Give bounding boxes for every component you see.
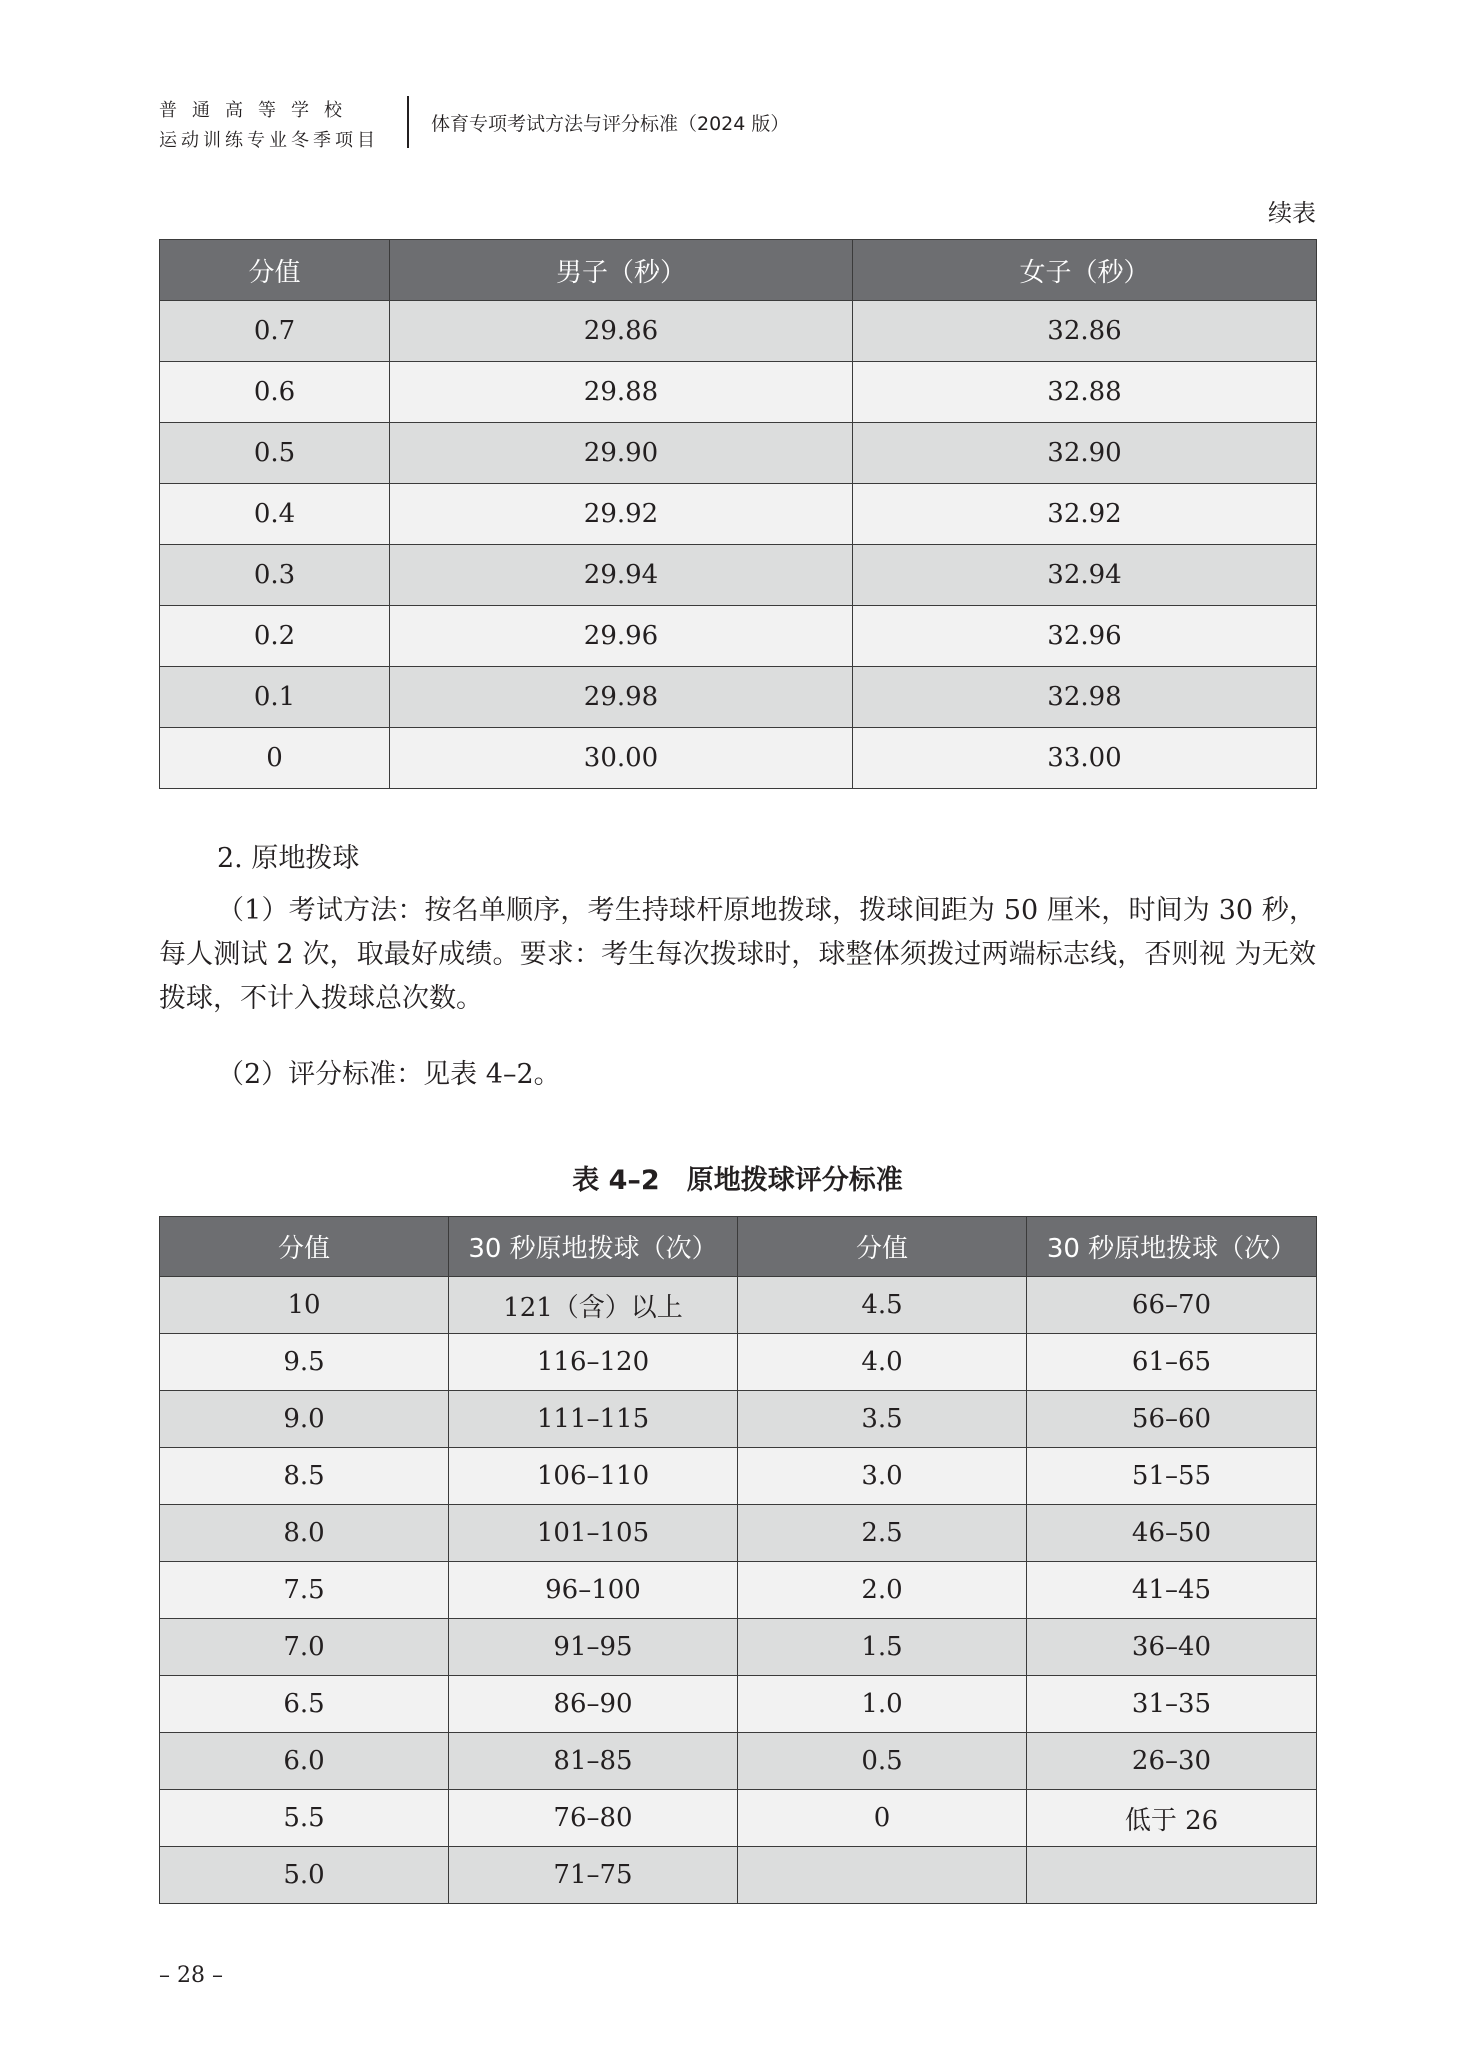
- table-cell: 41–45: [1027, 1562, 1317, 1619]
- table-row: [160, 1277, 1317, 1334]
- table-cell: 4.5: [738, 1277, 1027, 1334]
- column-header: 分值: [160, 1217, 449, 1277]
- table-row: [160, 1448, 1317, 1505]
- table-cell: 0.4: [160, 484, 390, 545]
- table-cell: 31–35: [1027, 1676, 1317, 1733]
- table-cell: 86–90: [449, 1676, 738, 1733]
- table-header-row: [160, 1217, 1317, 1277]
- table-row: [160, 1505, 1317, 1562]
- table-cell: 91–95: [449, 1619, 738, 1676]
- table-cell: 29.90: [390, 423, 853, 484]
- table-caption: 表 4–2 原地拨球评分标准: [572, 1165, 903, 1196]
- dribble-score-table: [159, 1216, 1317, 1904]
- table-row: [160, 1619, 1317, 1676]
- table-cell: 2.0: [738, 1562, 1027, 1619]
- table-cell: 8.0: [160, 1505, 449, 1562]
- table-cell: 0.7: [160, 301, 390, 362]
- table-cell: 0.5: [738, 1733, 1027, 1790]
- table-cell: 4.0: [738, 1334, 1027, 1391]
- table-row: [160, 484, 1317, 545]
- table-cell: 9.0: [160, 1391, 449, 1448]
- header-school-line: 普通高等学校: [159, 100, 357, 121]
- table-cell: 32.94: [853, 545, 1317, 606]
- column-header: 30 秒原地拨球（次）: [449, 1217, 738, 1277]
- column-header: 分值: [160, 240, 390, 301]
- table-cell: 51–55: [1027, 1448, 1317, 1505]
- table-cell: 0: [160, 728, 390, 789]
- exam-method-paragraph: （1）考试方法：按名单顺序，考生持球杆原地拨球，拨球间距为 50 厘米，时间为 30 秒，每人测试 2 次，取最好成绩。要求：考生每次拨球时，球整体须拨过两端标志线，否则视 为无效拨球，不计入拨球总次数。: [159, 895, 1316, 1014]
- table-cell: 61–65: [1027, 1334, 1317, 1391]
- scoring-standard-paragraph: （2）评分标准：见表 4–2。: [217, 1059, 561, 1090]
- table-cell: 1.0: [738, 1676, 1027, 1733]
- table-row: [160, 1562, 1317, 1619]
- table-cell: [1027, 1847, 1317, 1904]
- table-row: [160, 1733, 1317, 1790]
- table-cell: 5.5: [160, 1790, 449, 1847]
- table-cell: 0.2: [160, 606, 390, 667]
- table-cell: 46–50: [1027, 1505, 1317, 1562]
- page-number: – 28 –: [159, 1963, 223, 1988]
- table-cell: 29.86: [390, 301, 853, 362]
- table-row: [160, 606, 1317, 667]
- table-cell: 106–110: [449, 1448, 738, 1505]
- table-row: [160, 301, 1317, 362]
- table-cell: 26–30: [1027, 1733, 1317, 1790]
- table-row: [160, 1334, 1317, 1391]
- table-cell: 6.5: [160, 1676, 449, 1733]
- header-divider: [407, 96, 409, 148]
- table-cell: 0.5: [160, 423, 390, 484]
- table-cell: 32.96: [853, 606, 1317, 667]
- table-cell: 29.94: [390, 545, 853, 606]
- table-cell: 32.88: [853, 362, 1317, 423]
- table-cell: 66–70: [1027, 1277, 1317, 1334]
- table-cell: 0: [738, 1790, 1027, 1847]
- table-row: [160, 667, 1317, 728]
- table-header-row: [160, 240, 1317, 301]
- table-cell: 29.96: [390, 606, 853, 667]
- table-cell: 10: [160, 1277, 449, 1334]
- table-cell: 116–120: [449, 1334, 738, 1391]
- table-cell: 7.5: [160, 1562, 449, 1619]
- table-cell: 121（含）以上: [449, 1277, 738, 1334]
- section-title: 2. 原地拨球: [217, 843, 360, 874]
- table-cell: 1.5: [738, 1619, 1027, 1676]
- table-cell: 7.0: [160, 1619, 449, 1676]
- table-cell: 0.6: [160, 362, 390, 423]
- table-cell: 29.88: [390, 362, 853, 423]
- table-cell: 56–60: [1027, 1391, 1317, 1448]
- table-cell: 71–75: [449, 1847, 738, 1904]
- table-cell: 29.92: [390, 484, 853, 545]
- table-cell: 0.3: [160, 545, 390, 606]
- running-header-title: 体育专项考试方法与评分标准（2024 版）: [431, 113, 790, 135]
- table-cell: 33.00: [853, 728, 1317, 789]
- table-row: [160, 1790, 1317, 1847]
- table-cell: 5.0: [160, 1847, 449, 1904]
- table-cell: 32.92: [853, 484, 1317, 545]
- table-cell: 30.00: [390, 728, 853, 789]
- table-cell: 2.5: [738, 1505, 1027, 1562]
- table-row: [160, 545, 1317, 606]
- table-cell: 36–40: [1027, 1619, 1317, 1676]
- table-cell: 32.90: [853, 423, 1317, 484]
- column-header: 女子（秒）: [853, 240, 1317, 301]
- table-row: [160, 1391, 1317, 1448]
- table-cell: 96–100: [449, 1562, 738, 1619]
- table-cell: 9.5: [160, 1334, 449, 1391]
- table-row: [160, 423, 1317, 484]
- column-header: 30 秒原地拨球（次）: [1027, 1217, 1317, 1277]
- table-cell: 8.5: [160, 1448, 449, 1505]
- table-cell: 0.1: [160, 667, 390, 728]
- running-header-left: [159, 96, 379, 156]
- table-row: [160, 1847, 1317, 1904]
- table-cell: 低于 26: [1027, 1790, 1317, 1847]
- table-cell: 6.0: [160, 1733, 449, 1790]
- table-cell: 81–85: [449, 1733, 738, 1790]
- table-cell: 101–105: [449, 1505, 738, 1562]
- table-cell: 32.86: [853, 301, 1317, 362]
- continued-table-label: 续表: [1268, 199, 1316, 227]
- table-row: [160, 728, 1317, 789]
- table-cell: 3.0: [738, 1448, 1027, 1505]
- table-cell: 32.98: [853, 667, 1317, 728]
- table-row: [160, 1676, 1317, 1733]
- table-cell: 111–115: [449, 1391, 738, 1448]
- column-header: 男子（秒）: [390, 240, 853, 301]
- score-table-continued: [159, 239, 1317, 789]
- header-program-line: 运动训练专业冬季项目: [159, 130, 379, 151]
- table-row: [160, 362, 1317, 423]
- table-cell: [738, 1847, 1027, 1904]
- column-header: 分值: [738, 1217, 1027, 1277]
- table-cell: 29.98: [390, 667, 853, 728]
- table-cell: 76–80: [449, 1790, 738, 1847]
- table-cell: 3.5: [738, 1391, 1027, 1448]
